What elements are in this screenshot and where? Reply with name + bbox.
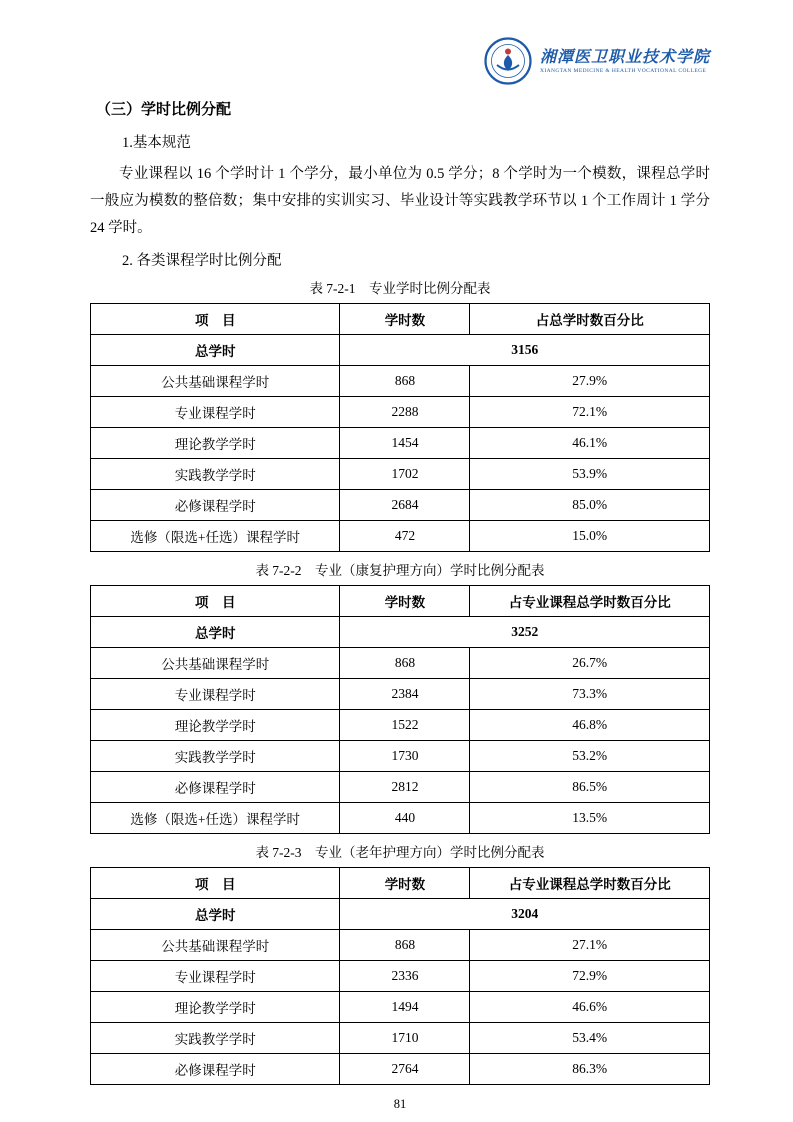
table-row: [91, 366, 710, 397]
row-hours: 868: [340, 930, 470, 961]
row-percent: 85.0%: [470, 490, 710, 521]
row-label: 实践教学学时: [91, 741, 340, 772]
table-row: [91, 741, 710, 772]
row-percent: 46.1%: [470, 428, 710, 459]
col-header-item: 项 目: [91, 304, 340, 335]
row-percent: 73.3%: [470, 679, 710, 710]
table-row: [91, 772, 710, 803]
row-hours: 1454: [340, 428, 470, 459]
college-logo-icon: [483, 36, 533, 86]
row-percent: 72.9%: [470, 961, 710, 992]
table-row: [91, 1054, 710, 1085]
col-header-hours: 学时数: [340, 586, 470, 617]
col-header-item: 项 目: [91, 868, 340, 899]
page-number: 81: [393, 1097, 407, 1112]
row-percent: 27.1%: [470, 930, 710, 961]
hours-table-3: [90, 867, 710, 1085]
row-percent: 15.0%: [470, 521, 710, 552]
row-percent: 27.9%: [470, 366, 710, 397]
total-value: 3156: [340, 335, 710, 366]
table-caption-1: 表 7-2-1 专业学时比例分配表: [309, 281, 491, 297]
college-name-cn: 湘潭医卫职业技术学院: [539, 48, 710, 66]
table-caption-3: 表 7-2-3 专业（老年护理方向）学时比例分配表: [255, 845, 545, 861]
row-percent: 26.7%: [470, 648, 710, 679]
row-label: 选修（限选+任选）课程学时: [91, 803, 340, 834]
row-hours: 868: [340, 366, 470, 397]
row-label: 理论教学学时: [91, 992, 340, 1023]
row-hours: 2764: [340, 1054, 470, 1085]
row-hours: 1702: [340, 459, 470, 490]
total-label: 总学时: [91, 335, 340, 366]
row-hours: 1522: [340, 710, 470, 741]
table-row: [91, 803, 710, 834]
row-hours: 868: [340, 648, 470, 679]
list-item-2: 2. 各类课程学时比例分配: [122, 253, 282, 270]
row-label: 理论教学学时: [91, 428, 340, 459]
row-hours: 2384: [340, 679, 470, 710]
total-value: 3204: [340, 899, 710, 930]
col-header-percent: 占专业课程总学时数百分比: [470, 586, 710, 617]
table-row: [91, 1023, 710, 1054]
table-row: [91, 961, 710, 992]
college-logo: [483, 36, 710, 86]
row-label: 必修课程学时: [91, 772, 340, 803]
col-header-percent: 占总学时数百分比: [470, 304, 710, 335]
college-logo-text: [540, 48, 710, 75]
table-row: [91, 397, 710, 428]
table-caption-2: 表 7-2-2 专业（康复护理方向）学时比例分配表: [255, 563, 545, 579]
college-name-en: XIANGTAN MEDICINE & HEALTH VOCATIONAL COLLEGE: [539, 67, 707, 74]
table-header-row: [91, 868, 710, 899]
table-row: [91, 648, 710, 679]
row-percent: 72.1%: [470, 397, 710, 428]
col-header-hours: 学时数: [340, 868, 470, 899]
total-value: 3252: [340, 617, 710, 648]
row-label: 公共基础课程学时: [91, 366, 340, 397]
row-label: 实践教学学时: [91, 459, 340, 490]
hours-table-2: [90, 585, 710, 834]
row-label: 必修课程学时: [91, 490, 340, 521]
row-hours: 1730: [340, 741, 470, 772]
body-paragraph: 专业课程以 16 个学时计 1 个学分，最小单位为 0.5 学分；8 个学时为一个模数，课程总学时一般应为模数的整倍数；集中安排的实训实习、毕业设计等实践教学环节以 1 个工作周计 1 学分 24 学时。: [90, 166, 710, 236]
row-percent: 86.5%: [470, 772, 710, 803]
row-percent: 46.6%: [470, 992, 710, 1023]
table-header-row: [91, 586, 710, 617]
total-row: [91, 617, 710, 648]
table-row: [91, 710, 710, 741]
col-header-hours: 学时数: [340, 304, 470, 335]
row-hours: 1710: [340, 1023, 470, 1054]
page-header: [90, 30, 710, 92]
list-item-1: 1.基本规范: [122, 135, 191, 151]
row-label: 专业课程学时: [91, 961, 340, 992]
row-label: 公共基础课程学时: [91, 930, 340, 961]
row-percent: 13.5%: [470, 803, 710, 834]
table-row: [91, 490, 710, 521]
row-label: 专业课程学时: [91, 679, 340, 710]
row-label: 专业课程学时: [91, 397, 340, 428]
row-hours: 472: [340, 521, 470, 552]
row-hours: 1494: [340, 992, 470, 1023]
row-percent: 53.2%: [470, 741, 710, 772]
table-row: [91, 459, 710, 490]
total-row: [91, 899, 710, 930]
total-label: 总学时: [91, 899, 340, 930]
table-row: [91, 679, 710, 710]
total-row: [91, 335, 710, 366]
row-label: 理论教学学时: [91, 710, 340, 741]
table-row: [91, 428, 710, 459]
table-header-row: [91, 304, 710, 335]
col-header-item: 项 目: [91, 586, 340, 617]
section-heading: （三）学时比例分配: [96, 101, 232, 118]
row-label: 选修（限选+任选）课程学时: [91, 521, 340, 552]
row-hours: 2288: [340, 397, 470, 428]
row-percent: 46.8%: [470, 710, 710, 741]
row-hours: 2812: [340, 772, 470, 803]
row-percent: 86.3%: [470, 1054, 710, 1085]
row-percent: 53.9%: [470, 459, 710, 490]
col-header-percent: 占专业课程总学时数百分比: [470, 868, 710, 899]
row-label: 必修课程学时: [91, 1054, 340, 1085]
table-row: [91, 521, 710, 552]
table-row: [91, 930, 710, 961]
row-percent: 53.4%: [470, 1023, 710, 1054]
row-hours: 2336: [340, 961, 470, 992]
row-hours: 2684: [340, 490, 470, 521]
total-label: 总学时: [91, 617, 340, 648]
row-label: 实践教学学时: [91, 1023, 340, 1054]
row-label: 公共基础课程学时: [91, 648, 340, 679]
hours-table-1: [90, 303, 710, 552]
row-hours: 440: [340, 803, 470, 834]
table-row: [91, 992, 710, 1023]
